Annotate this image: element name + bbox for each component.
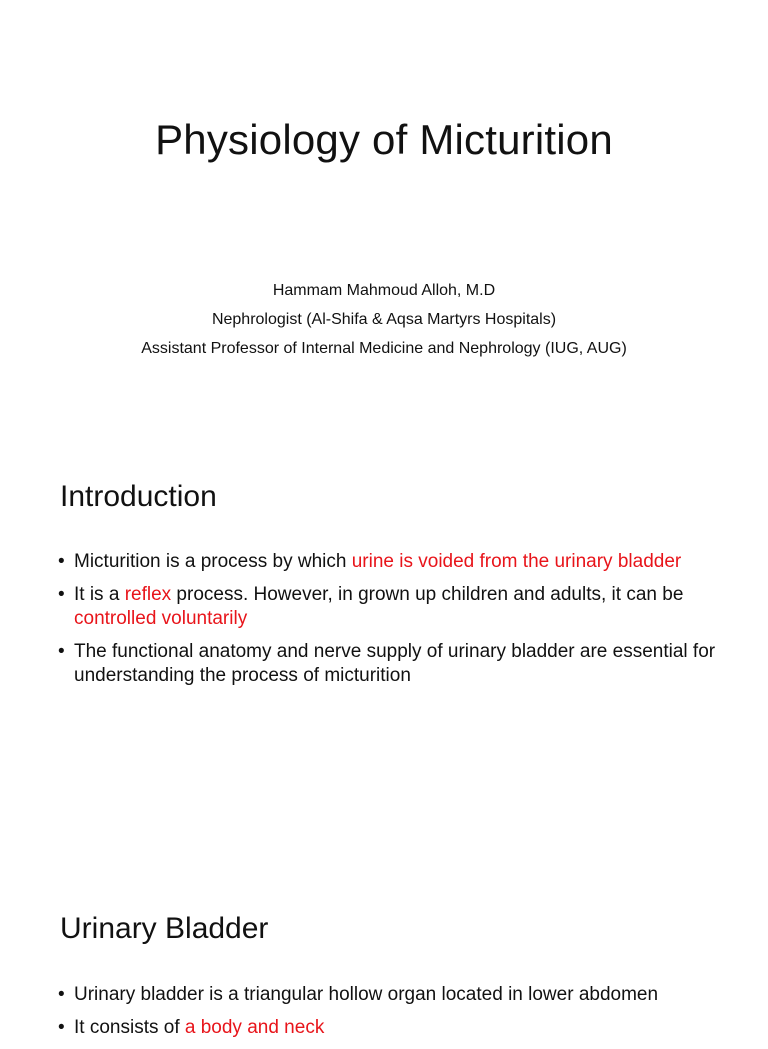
bullet-text: Urinary bladder is a triangular hollow organ located in lower abdomen	[74, 984, 659, 1005]
highlight-text: a body and neck	[184, 1017, 325, 1038]
bullet-icon: •	[58, 641, 65, 662]
bullet-list	[58, 983, 718, 1049]
author-role: Nephrologist (Al-Shifa & Aqsa Martyrs Hospitals)	[211, 311, 557, 328]
highlight-text: urine is voided from the urinary bladder	[351, 551, 682, 572]
author-info	[0, 276, 768, 363]
bullet-text: Micturition is a process by which	[74, 551, 352, 572]
slide-urinary-bladder	[0, 872, 768, 1038]
author-name: Hammam Mahmoud Alloh, M.D	[272, 282, 496, 299]
bullet-text: The functional anatomy and nerve supply of urinary bladder are essential for understanding the process of micturition	[74, 641, 716, 686]
presentation-title: Physiology of Micturition	[155, 116, 613, 163]
bullet-icon: •	[58, 984, 65, 1005]
bullet-icon: •	[58, 1017, 65, 1038]
bullet-icon: •	[58, 551, 65, 572]
author-position: Assistant Professor of Internal Medicine and Nephrology (IUG, AUG)	[141, 340, 627, 357]
slide-introduction	[0, 436, 768, 868]
list-item	[58, 1016, 718, 1040]
list-item	[58, 640, 718, 688]
list-item	[58, 983, 718, 1007]
list-item	[58, 583, 718, 631]
bullet-text: process. However, in grown up children and adults, it can be	[171, 584, 684, 605]
slide-title	[0, 0, 768, 432]
bullet-icon: •	[58, 584, 65, 605]
slide-heading: Introduction	[60, 480, 217, 513]
list-item	[58, 550, 718, 574]
bullet-text: It consists of	[74, 1017, 185, 1038]
bullet-list	[58, 550, 718, 697]
highlight-text: controlled voluntarily	[74, 608, 248, 629]
bullet-text: It is a	[74, 584, 125, 605]
highlight-text: reflex	[124, 584, 172, 605]
slide-heading: Urinary Bladder	[60, 912, 269, 945]
